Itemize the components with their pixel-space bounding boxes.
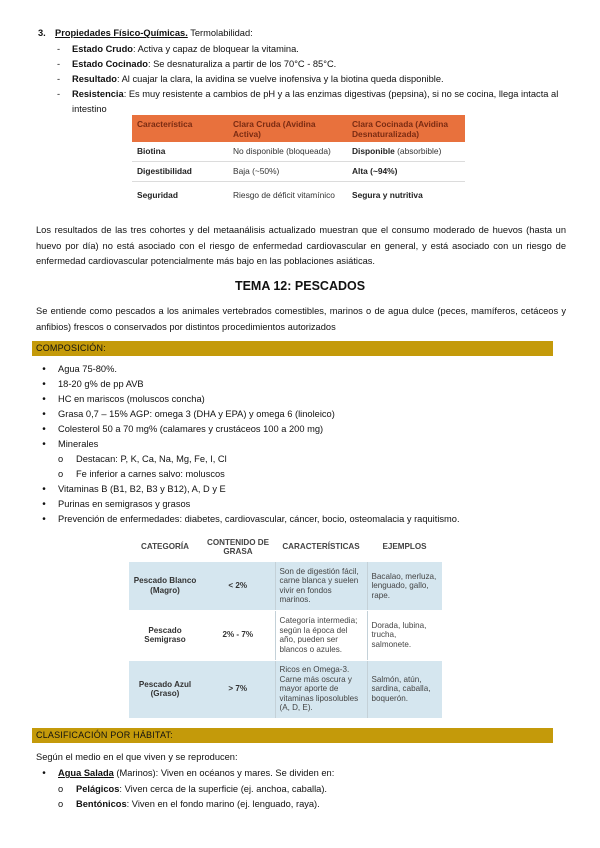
list-item-text: Vitaminas B (B1, B2, B3 y B12), A, D y E <box>58 484 226 494</box>
section3-item-resistance: - Resistencia: Es muy resistente a cambios de pH y a las enzimas digestivas (pepsina), si no se cocina, llega intacta al intestino <box>57 89 559 114</box>
document-page: 3. Propiedades Físico-Químicas. Termolabilidad: - Estado Crudo: Activa y capaz de bloquear la vitamina. - Estado Cocinado: Se desnaturaliza a partir de los 70°C - 85°C. - Resultado: Al cuajar la clara, la avidina se vuelve inofensiva y la biotina queda disponible. - Resistencia: Es muy resistente a cambios de pH y a las enzimas digestivas (pepsina), si no se cocina, llega intacta al intestino Característica Clara Cruda (Avidina Activa) Clara Cocinada (Avidina Desnaturalizada) Biotina No disponible (bloqueada) Disponible (absorbible) Digestibilidad Baja (~50%) Alta (~94%) Seguridad Riesgo de déficit vitamínico Segura y nutritiva Los resultados de las tres cohortes y del metaanálisis actualizado muestran que el consumo moderado de huevos (hasta un huevo por día) no está asociado con el riesgo de enfermedad cardiovascular en general, y está asociado con un riesgo de enfermedad cardiovascular potencialmente más bajo en las poblaciones asiáticas. TEMA 12: PESCADOS Se entiende como pescados a los animales vertebrados comestibles, marinos o de agua dulce (peces, mamíferos, cetáceos y anfibios) frescos o conservados por distintos procedimientos autorizados COMPOSICIÓN: • Agua 75-80%. • 18-20 g% de pp AVB • HC en mariscos (moluscos concha) • Grasa 0,7 – 15% AGP: omega 3 (DHA y EPA) y omega 6 (linoleico) • Colesterol 50 a 70 mg% (calamares y crustáceos 100 a 200 mg) • Minerales o Destacan: P, K, Ca, Na, Mg, Fe, I, Cl o Fe inferior a carnes salvo: moluscos • Vitaminas B (B1, B2, B3 y B12), A, D y E • Purinas en semigrasos y grasos • Prevención de enfermedades: diabetes, cardiovascular, cáncer, bocio, osteomalacia y raquitismo. CATEGORÍA CONTENIDO DE GRASA CARACTERÍSTICAS EJEMPLOS Pescado Blanco (Magro) < 2% Son de digestión fácil, carne blanca y suelen vivir en fondos marinos. Bacalao, merluza, lenguado, gallo, rape. Pescado Semigraso 2% - 7% Categoría intermedia; según la época del año, pueden ser blancos o azules. Dorada, lubina, trucha, salmonete. Pescado Azul (Graso) > 7% Ricos en Omega-3. Carne más oscura y mayor aporte de vitaminas liposolubles (A, D, E). Salmón, atún, sardina, caballa, boquerón. CLASIFICACIÓN POR HÁBITAT: Según el medio en el que viven y se reproducen: • Agua Salada (Marinos): Viven en océanos y mares. Se dividen en: o Pelágicos: Viven cerca de la superficie (ej. anchoa, caballa). o Bentónicos: Viven en el fondo marino (ej. lenguado, raya). <box>0 0 600 848</box>
section3-subtitle: Termolabilidad: <box>187 28 253 38</box>
section-bar-habitat: CLASIFICACIÓN POR HÁBITAT: <box>32 728 553 743</box>
sub-list-item-text <box>76 797 320 812</box>
list-item-text: Purinas en semigrasos y grasos <box>58 499 191 509</box>
eggs-paragraph: Los resultados de las tres cohortes y del metaanálisis actualizado muestran que el consumo moderado de huevos (hasta un huevo por día) no está asociado con el riesgo de enfermedad cardiovascular en general, y está asociado con un riesgo de enfermedad cardiovascular potencialmente más bajo en las poblaciones asiáticas. <box>36 225 566 266</box>
table-row <box>132 161 465 181</box>
item-label: Estado Cocinado <box>72 59 148 69</box>
fish-cell-category: Pescado Azul (Graso) <box>129 660 201 718</box>
fish-cell-category: Pescado Blanco (Magro) <box>129 562 201 610</box>
avidin-header-feature: Característica <box>132 115 228 142</box>
avidin-cell-feature: Seguridad <box>137 190 178 201</box>
item-text: : Al cuajar la clara, la avidina se vuelve inofensiva y la biotina queda disponible. <box>116 74 444 84</box>
sub-list-item-text: Fe inferior a carnes salvo: moluscos <box>76 469 225 479</box>
fish-cell-category: Pescado Semigraso <box>129 610 201 660</box>
section3-heading <box>38 26 578 41</box>
fish-cell-examples: Bacalao, merluza, lenguado, gallo, rape. <box>367 562 442 610</box>
sub-label: Pelágicos <box>76 784 120 794</box>
fish-cell-fat: > 7% <box>201 660 275 718</box>
item-label: Resultado <box>72 74 117 84</box>
table-row <box>132 142 465 161</box>
fish-header-category: CATEGORÍA <box>141 542 189 552</box>
section3-item-result: - Resultado: Al cuajar la clara, la avidina se vuelve inofensiva y la biotina queda disponible. <box>57 74 444 84</box>
avidin-cell-raw: Riesgo de déficit vitamínico <box>233 190 335 201</box>
table-row <box>129 562 442 610</box>
sub-list-item-text <box>76 782 327 797</box>
list-item-text: Colesterol 50 a 70 mg% (calamares y crustáceos 100 a 200 mg) <box>58 424 324 434</box>
sub-list-item-text: Destacan: P, K, Ca, Na, Mg, Fe, I, Cl <box>76 454 227 464</box>
cooked-bold: Alta (~94%) <box>352 166 398 176</box>
list-item-text: Prevención de enfermedades: diabetes, cardiovascular, cáncer, bocio, osteomalacia y raquitismo. <box>58 514 460 524</box>
table-row <box>129 610 442 660</box>
table-row <box>129 660 442 718</box>
list-item-text: 18-20 g% de pp AVB <box>58 379 144 389</box>
section-bar-composicion: COMPOSICIÓN: <box>32 341 553 356</box>
cooked-bold: Disponible <box>352 146 395 157</box>
habitat-bullet-text: (Marinos): Viven en océanos y mares. Se dividen en: <box>113 768 335 778</box>
cooked-rest: (absorbible) <box>394 146 442 157</box>
habitat-intro: Según el medio en el que viven y se reproducen: <box>36 752 238 762</box>
fish-table-header <box>129 532 442 562</box>
item-text: : Activa y capaz de bloquear la vitamina. <box>132 44 299 54</box>
avidin-cell-cooked <box>347 161 465 181</box>
list-item-text: Minerales <box>58 439 99 449</box>
cooked-bold: Segura y nutritiva <box>352 190 423 201</box>
fish-header-fat: CONTENIDO DE GRASA <box>206 537 270 556</box>
item-label: Resistencia <box>72 89 124 99</box>
fish-table <box>129 532 442 719</box>
section3-item-cooked: - Estado Cocinado: Se desnaturaliza a partir de los 70°C - 85°C. <box>57 59 337 69</box>
section3-item-raw: - Estado Crudo: Activa y capaz de bloquear la vitamina. <box>57 44 299 54</box>
list-item-text: HC en mariscos (moluscos concha) <box>58 394 205 404</box>
avidin-cell-raw: Baja (~50%) <box>228 161 347 181</box>
fish-cell-fat: 2% - 7% <box>201 610 275 660</box>
section3-title: Propiedades Físico-Químicas. <box>55 28 188 38</box>
avidin-cell-feature: Digestibilidad <box>132 161 228 181</box>
fish-cell-examples: Dorada, lubina, trucha, salmonete. <box>367 610 442 660</box>
avidin-table-header <box>132 115 465 142</box>
fish-cell-examples: Salmón, atún, sardina, caballa, boquerón. <box>367 660 442 718</box>
fish-cell-features: Son de digestión fácil, carne blanca y suelen vivir en fondos marinos. <box>275 562 367 610</box>
avidin-header-cooked: Clara Cocinada (Avidina Desnaturalizada) <box>347 115 465 142</box>
fish-cell-fat: < 2% <box>201 562 275 610</box>
avidin-cell-cooked <box>347 181 465 209</box>
list-item-text: Agua 75-80%. <box>58 364 117 374</box>
avidin-header-raw: Clara Cruda (Avidina Activa) <box>228 115 347 142</box>
fish-header-features: CARACTERÍSTICAS <box>282 542 360 552</box>
item-label: Estado Crudo <box>72 44 133 54</box>
avidin-cell-feature: Biotina <box>132 142 228 161</box>
sub-text: : Viven cerca de la superficie (ej. anchoa, caballa). <box>119 784 327 794</box>
item-text: : Es muy resistente a cambios de pH y a las enzimas digestivas (pepsina), si no se cocina, llega intacta al intestino <box>72 89 559 114</box>
habitat-bullet-label: Agua Salada <box>58 768 114 778</box>
fish-cell-features: Categoría intermedia; según la época del año, pueden ser blancos o azules. <box>275 610 367 660</box>
page-title: TEMA 12: PESCADOS <box>234 279 366 293</box>
sub-label: Bentónicos <box>76 799 127 809</box>
avidin-cell-cooked <box>347 142 465 161</box>
tema-intro: Se entiende como pescados a los animales vertebrados comestibles, marinos o de agua dulce (peces, mamíferos, cetáceos y anfibios) frescos o conservados por distintos procedimientos autorizados <box>36 306 566 332</box>
list-item-text: Grasa 0,7 – 15% AGP: omega 3 (DHA y EPA) y omega 6 (linoleico) <box>58 409 335 419</box>
fish-cell-features: Ricos en Omega-3. Carne más oscura y mayor aporte de vitaminas liposolubles (A, D, E). <box>275 660 367 718</box>
sub-text: : Viven en el fondo marino (ej. lenguado, raya). <box>126 799 320 809</box>
avidin-table <box>132 115 465 209</box>
avidin-cell-raw: No disponible (bloqueada) <box>228 142 347 161</box>
fish-header-examples: EJEMPLOS <box>382 542 427 552</box>
habitat-bullet <box>58 766 334 781</box>
section3-number: 3. <box>38 28 46 38</box>
item-text: : Se desnaturaliza a partir de los 70°C - 85°C. <box>147 59 337 69</box>
table-row <box>132 181 465 209</box>
